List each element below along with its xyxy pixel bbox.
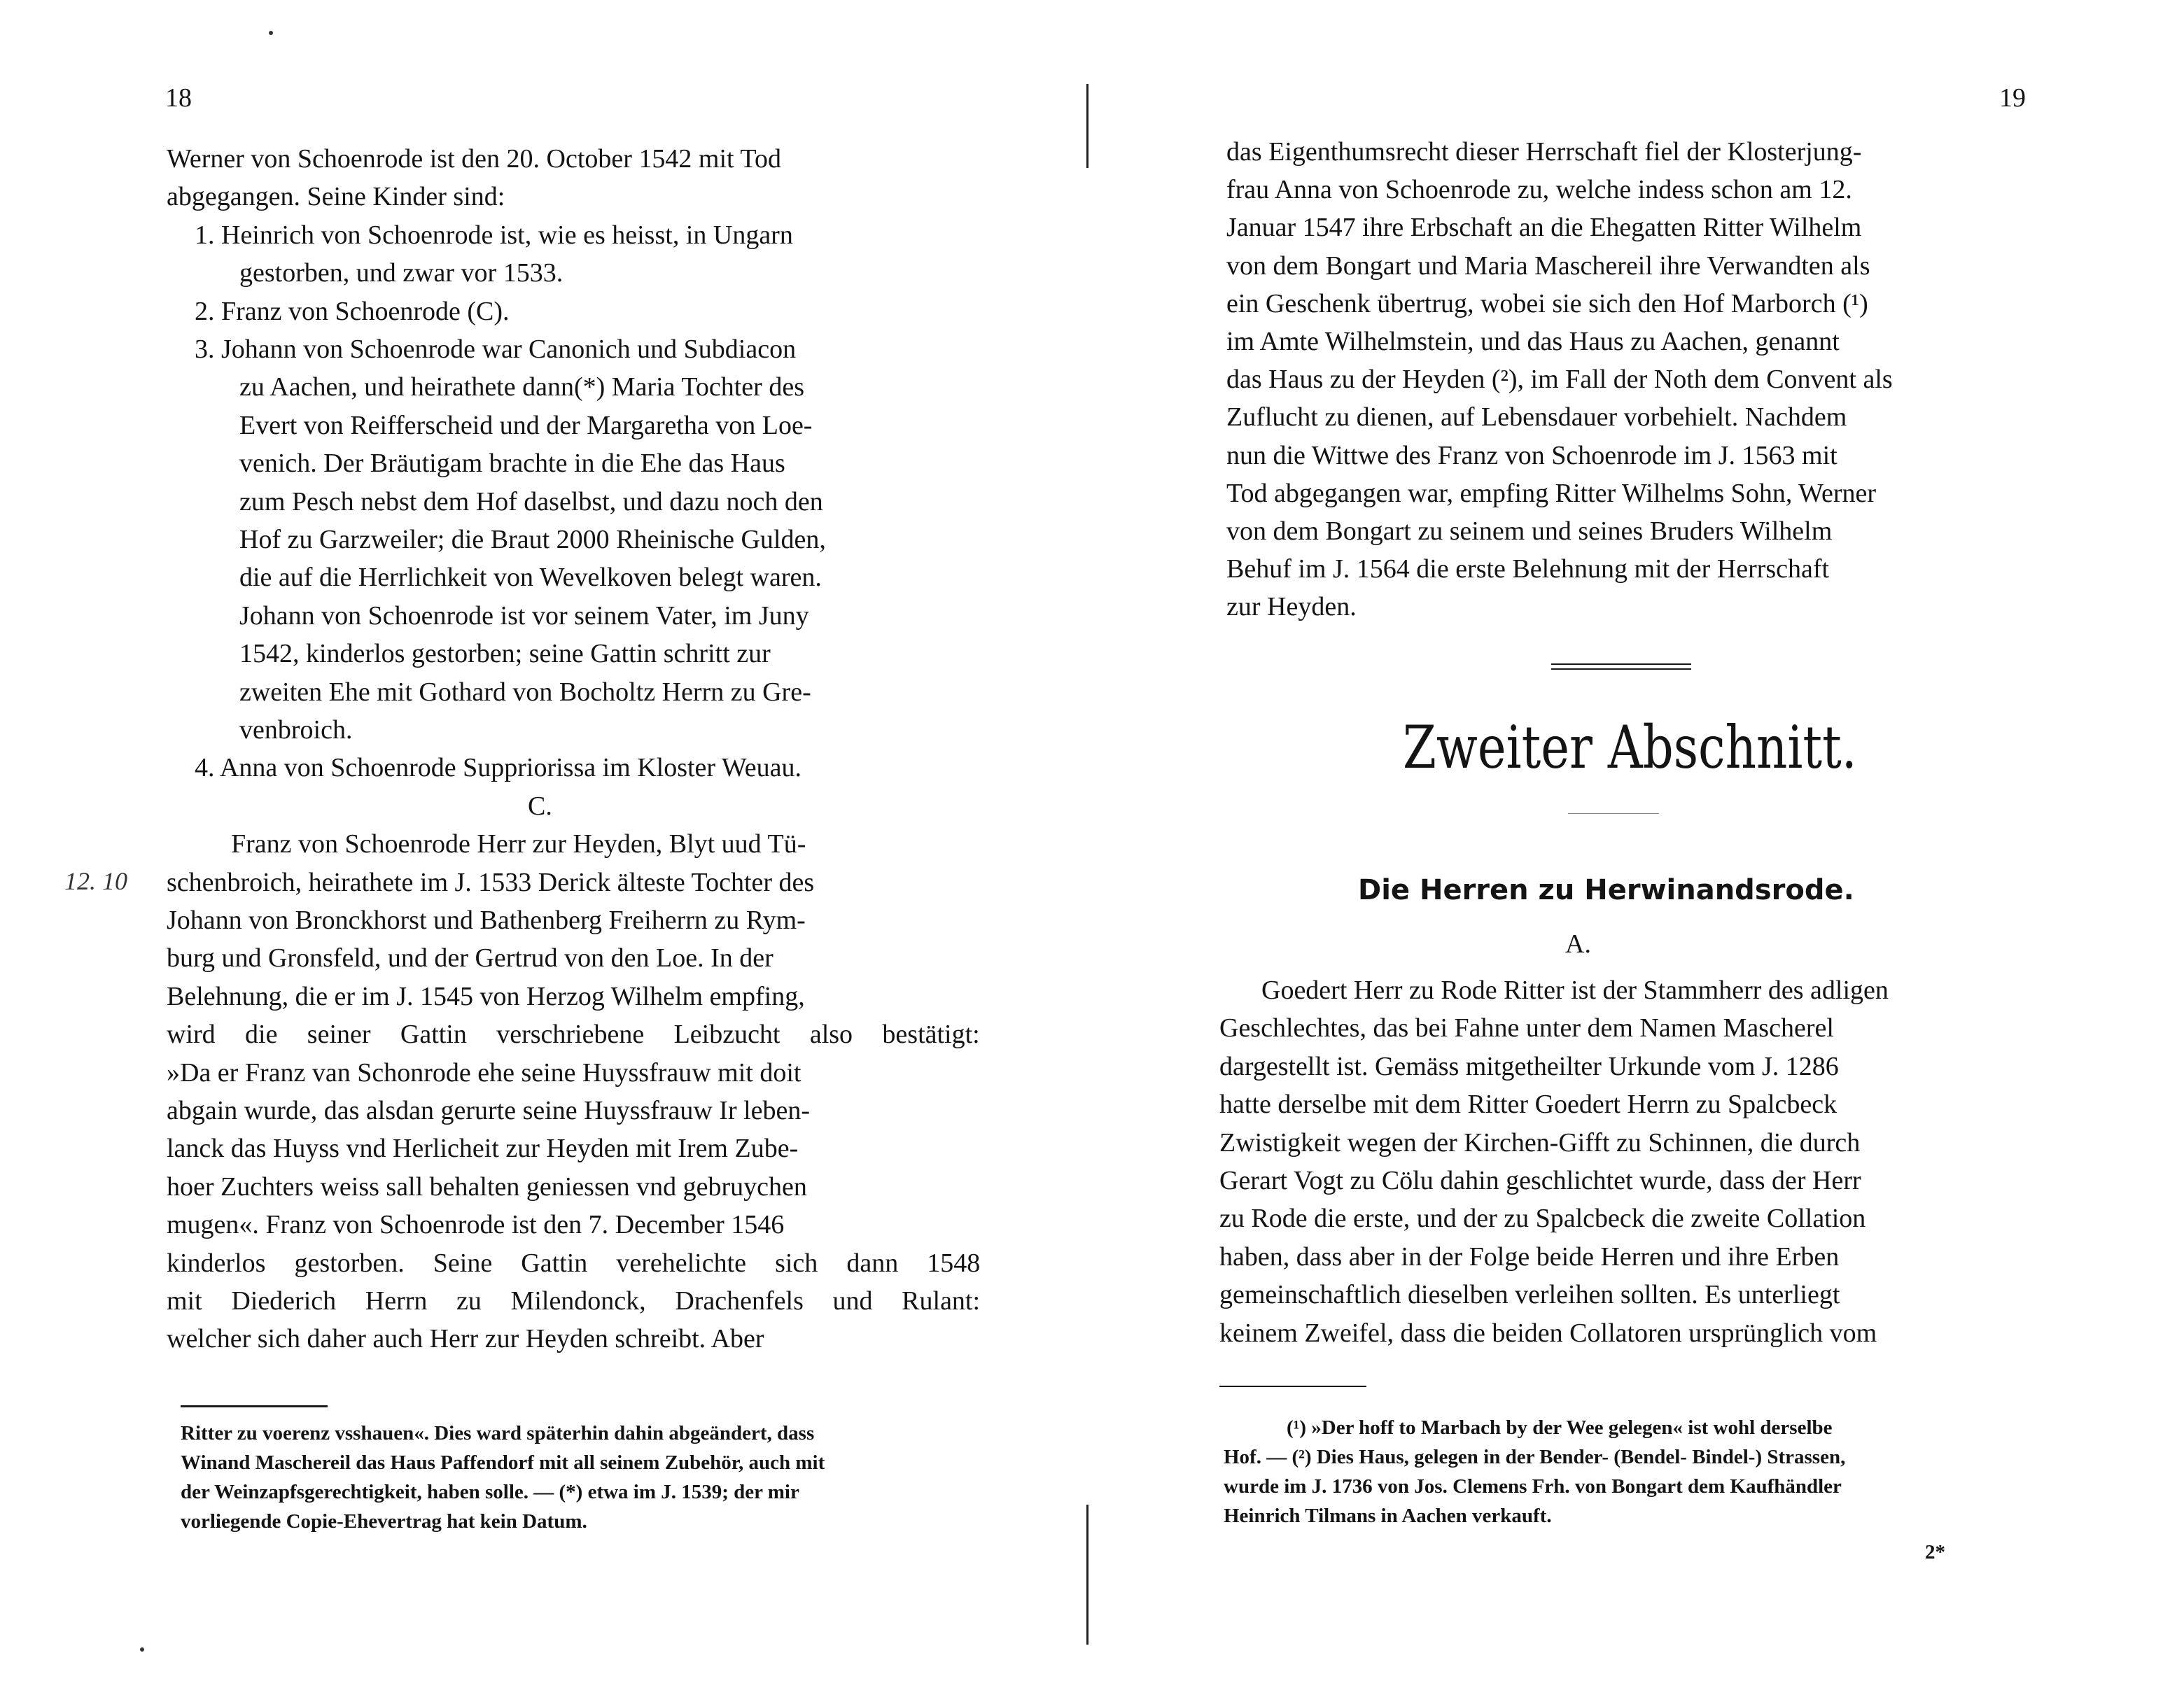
text-line: frau Anna von Schoenrode zu, welche indess schon am 12. — [1226, 175, 1852, 205]
title-rule — [1568, 813, 1659, 814]
text-line: kinderlos gestorben. Seine Gattin verehelichte sich dann 1548 — [167, 1248, 981, 1278]
footnote-line: (¹) »Der hoff to Marbach by der Wee gelegen« ist wohl derselbe — [1287, 1416, 1833, 1439]
text-line: burg und Gronsfeld, und der Gertrud von den Loe. In der — [167, 943, 774, 973]
footnote-line: Ritter zu voerenz vsshauen«. Dies ward späterhin dahin abgeändert, dass — [181, 1422, 815, 1444]
text-line: ein Geschenk übertrug, wobei sie sich den Hof Marborch (¹) — [1226, 288, 1868, 318]
text-line: venich. Der Bräutigam brachte in die Ehe das Haus — [239, 449, 785, 479]
text-line: keinem Zweifel, dass die beiden Collatoren ursprünglich vom — [1219, 1318, 1877, 1348]
text-line: schenbroich, heirathete im J. 1533 Derick älteste Tochter des — [167, 867, 815, 897]
section-rule — [1551, 668, 1691, 670]
text-line: die auf die Herrlichkeit von Wevelkoven belegt waren. — [239, 563, 822, 593]
text-line: hoer Zuchters weiss sall behalten geniessen vnd gebruychen — [167, 1172, 807, 1202]
speck — [269, 31, 273, 35]
text-line: gestorben, und zwar vor 1533. — [239, 258, 564, 288]
text-line: haben, dass aber in der Folge beide Herren und ihre Erben — [1219, 1242, 1840, 1272]
text-line: im Amte Wilhelmstein, und das Haus zu Aachen, genannt — [1226, 327, 1840, 356]
text-line: 1. Heinrich von Schoenrode ist, wie es heisst, in Ungarn — [195, 220, 793, 250]
footnote-line: Hof. — (²) Dies Haus, gelegen in der Bender- (Bendel- Bindel-) Strassen, — [1224, 1446, 1846, 1468]
right-page — [1092, 0, 2184, 1695]
text-line: Behuf im J. 1564 die erste Belehnung mit der Herrschaft — [1226, 554, 1830, 584]
text-line: zweiten Ehe mit Gothard von Bocholtz Herrn zu Gre- — [239, 677, 811, 707]
section-rule — [1551, 663, 1691, 665]
text-line: welcher sich daher auch Herr zur Heyden schreibt. Aber — [167, 1324, 764, 1354]
text-line: »Da er Franz van Schonrode ehe seine Huyssfrauw mit doit — [167, 1057, 802, 1088]
signature-mark: 2* — [1925, 1541, 1945, 1563]
text-line: von dem Bongart zu seinem und seines Bruders Wilhelm — [1226, 516, 1833, 546]
speck — [140, 1647, 144, 1652]
footnote-line: wurde im J. 1736 von Jos. Clemens Frh. von Bongart dem Kaufhändler — [1224, 1475, 1842, 1498]
margin-note: 12. 10 — [64, 867, 127, 895]
text-line: lanck das Huyss vnd Herlicheit zur Heyden mit Irem Zube- — [167, 1134, 799, 1164]
footnote-line: der Weinzapfsgerechtigkeit, haben solle. — (*) etwa im J. 1539; der mir — [181, 1481, 799, 1503]
text-line: Tod abgegangen war, empfing Ritter Wilhelms Sohn, Werner — [1226, 478, 1876, 508]
text-line: 1542, kinderlos gestorben; seine Gattin schritt zur — [239, 639, 771, 669]
footnote-line: vorliegende Copie-Ehevertrag hat kein Datum. — [181, 1510, 587, 1533]
text-line: von dem Bongart und Maria Maschereil ihre Verwandten als — [1226, 251, 1870, 281]
footnote-rule — [181, 1405, 328, 1407]
footnote-line: Winand Maschereil das Haus Paffendorf mit all seinem Zubehör, auch mit — [181, 1451, 825, 1474]
text-line: Zwistigkeit wegen der Kirchen-Gifft zu Schinnen, die durch — [1219, 1127, 1861, 1158]
text-line: nun die Wittwe des Franz von Schoenrode im J. 1563 mit — [1226, 440, 1837, 470]
text-line: wird die seiner Gattin verschriebene Leibzucht also bestätigt: — [167, 1020, 980, 1050]
text-line: Franz von Schoenrode Herr zur Heyden, Blyt uud Tü- — [231, 829, 806, 859]
text-line: zum Pesch nebst dem Hof daselbst, und dazu noch den — [239, 486, 823, 516]
text-line: Evert von Reifferscheid und der Margaretha von Loe- — [239, 410, 813, 440]
text-line: zu Rode die erste, und der zu Spalcbeck die zweite Collation — [1219, 1204, 1866, 1234]
text-line: venbroich. — [239, 715, 353, 745]
subtitle: Die Herren zu Herwinandsrode. — [1358, 874, 1854, 906]
text-line: hatte derselbe mit dem Ritter Goedert Herrn zu Spalcbeck — [1219, 1090, 1837, 1120]
text-line: Januar 1547 ihre Erbschaft an die Ehegatten Ritter Wilhelm — [1226, 213, 1862, 243]
text-line: Belehnung, die er im J. 1545 von Herzog Wilhelm empfing, — [167, 981, 805, 1011]
text-line: 4. Anna von Schoenrode Suppriorissa im Kloster Weuau. — [195, 753, 802, 783]
left-page — [0, 0, 1078, 1695]
text-line: abgegangen. Seine Kinder sind: — [167, 182, 505, 212]
text-line: Johann von Bronckhorst und Bathenberg Freiherrn zu Rym- — [167, 906, 806, 935]
text-line: 2. Franz von Schoenrode (C). — [195, 296, 510, 326]
text-line: zu Aachen, und heirathete dann(*) Maria Tochter des — [239, 372, 804, 402]
text-line: zur Heyden. — [1226, 592, 1357, 622]
text-line: das Haus zu der Heyden (²), im Fall der Noth dem Convent als — [1226, 365, 1893, 395]
text-line: Gerart Vogt zu Cölu dahin geschlichtet wurde, dass der Herr — [1219, 1166, 1861, 1195]
footnote-line: Heinrich Tilmans in Aachen verkauft. — [1224, 1505, 1552, 1527]
text-line: Zuflucht zu dienen, auf Lebensdauer vorbehielt. Nachdem — [1226, 402, 1847, 432]
text-line: das Eigenthumsrecht dieser Herrschaft fiel der Klosterjung- — [1226, 137, 1862, 167]
text-line: Werner von Schoenrode ist den 20. October 1542 mit Tod — [167, 144, 781, 174]
section-title: Zweiter Abschnitt. — [1403, 713, 1857, 782]
subsection-letter: A. — [1565, 929, 1591, 959]
text-line: abgain wurde, das alsdan gerurte seine Huyssfrauw Ir leben- — [167, 1096, 811, 1125]
page-number: 18 — [165, 83, 192, 113]
text-line: gemeinschaftlich dieselben verleihen sollten. Es unterliegt — [1219, 1280, 1840, 1310]
text-line: dargestellt ist. Gemäss mitgetheilter Urkunde vom J. 1286 — [1219, 1051, 1839, 1081]
footnote-rule — [1219, 1386, 1366, 1387]
text-line: mugen«. Franz von Schoenrode ist den 7. December 1546 — [167, 1210, 785, 1240]
text-line: Goedert Herr zu Rode Ritter ist der Stammherr des adligen — [1261, 976, 1889, 1005]
text-line: Johann von Schoenrode ist vor seinem Vater, im Juny — [239, 600, 809, 631]
gutter-mark — [1086, 1505, 1088, 1645]
text-line: Hof zu Garzweiler; die Braut 2000 Rheinische Gulden, — [239, 525, 826, 554]
text-line: 3. Johann von Schoenrode war Canonich und Subdiacon — [195, 335, 797, 364]
text-line: mit Diederich Herrn zu Milendonck, Drachenfels und Rulant: — [167, 1286, 981, 1316]
gutter-mark — [1086, 84, 1088, 168]
text-line: C. — [528, 791, 552, 821]
page-number: 19 — [1999, 83, 2026, 113]
text-line: Geschlechtes, das bei Fahne unter dem Namen Mascherel — [1219, 1013, 1834, 1043]
